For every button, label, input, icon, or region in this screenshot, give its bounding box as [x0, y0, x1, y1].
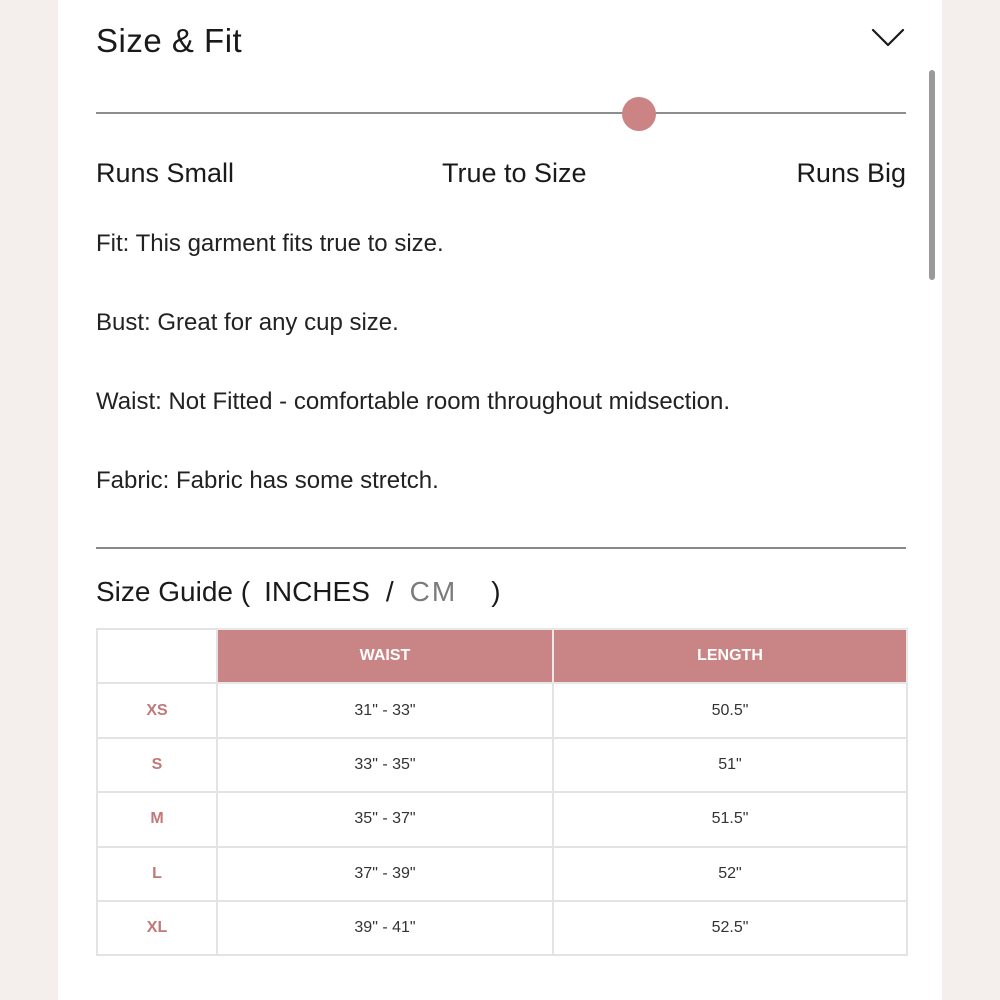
chevron-down-icon[interactable] — [870, 22, 906, 52]
table-header-row — [97, 629, 907, 683]
length-cell: 52.5" — [553, 901, 907, 955]
section-title: Size & Fit — [96, 22, 243, 59]
size-guide-close-paren: ) — [491, 576, 501, 607]
size-fit-panel — [58, 0, 942, 1000]
waist-description: Waist: Not Fitted - comfortable room throughout midsection. — [96, 388, 731, 415]
fit-scale-thumb — [622, 97, 656, 131]
length-cell: 51" — [553, 738, 907, 792]
waist-cell: 39" - 41" — [217, 901, 553, 955]
size-guide-header — [96, 576, 501, 612]
length-cell: 52" — [553, 847, 907, 901]
table-header-length: LENGTH — [553, 629, 907, 683]
unit-separator: / — [385, 576, 394, 607]
table-row — [97, 683, 907, 737]
waist-cell: 35" - 37" — [217, 792, 553, 846]
divider — [96, 547, 906, 549]
waist-cell: 33" - 35" — [217, 738, 553, 792]
true-to-size-label: True to Size — [442, 158, 587, 188]
unit-toggle-cm[interactable]: CM — [409, 576, 458, 607]
table-row — [97, 901, 907, 955]
table-row — [97, 738, 907, 792]
size-cell: XS — [97, 683, 217, 737]
table-header-blank — [97, 629, 217, 683]
runs-big-label: Runs Big — [796, 158, 906, 188]
size-cell: M — [97, 792, 217, 846]
table-row — [97, 847, 907, 901]
size-cell: XL — [97, 901, 217, 955]
unit-toggle-inches[interactable]: INCHES — [264, 576, 370, 607]
waist-cell: 31" - 33" — [217, 683, 553, 737]
bust-description: Bust: Great for any cup size. — [96, 309, 399, 336]
table-header-waist: WAIST — [217, 629, 553, 683]
size-guide-label: Size Guide ( — [96, 576, 251, 607]
fit-description: Fit: This garment fits true to size. — [96, 230, 444, 257]
fabric-description: Fabric: Fabric has some stretch. — [96, 467, 439, 494]
size-table — [96, 628, 908, 956]
waist-cell: 37" - 39" — [217, 847, 553, 901]
runs-small-label: Runs Small — [96, 158, 235, 188]
length-cell: 51.5" — [553, 792, 907, 846]
length-cell: 50.5" — [553, 683, 907, 737]
scrollbar[interactable] — [929, 70, 935, 280]
table-row — [97, 792, 907, 846]
fit-scale-track — [96, 112, 906, 114]
size-cell: S — [97, 738, 217, 792]
size-cell: L — [97, 847, 217, 901]
